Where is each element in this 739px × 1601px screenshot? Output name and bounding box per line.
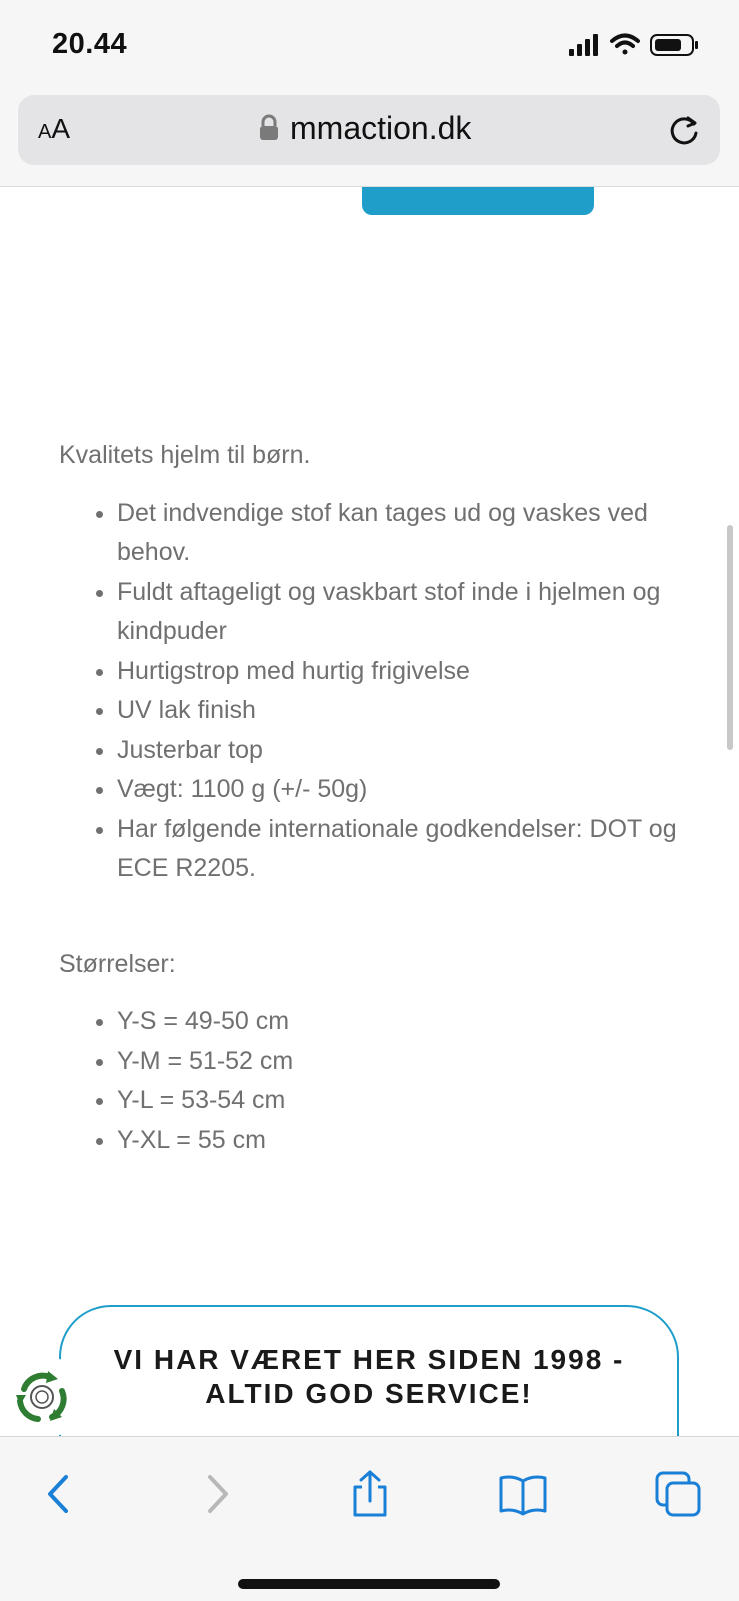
tabs-button[interactable] bbox=[653, 1469, 703, 1519]
chevron-left-icon bbox=[36, 1469, 86, 1519]
feature-item: • Fuldt aftageligt og vaskbart stof inde i hjelmen og kindpuder bbox=[117, 573, 679, 652]
size-item: • Y-XL = 55 cm bbox=[117, 1121, 679, 1161]
banner-line-2: ALTID GOD SERVICE! bbox=[205, 1378, 533, 1409]
wifi-icon bbox=[612, 36, 638, 55]
share-button[interactable] bbox=[345, 1469, 395, 1519]
browser-toolbar bbox=[0, 1436, 739, 1601]
service-banner bbox=[59, 1305, 679, 1455]
status-icons bbox=[569, 30, 709, 60]
bookmarks-button[interactable] bbox=[498, 1469, 548, 1519]
product-intro: Kvalitets hjelm til børn. bbox=[59, 441, 311, 469]
browser-top-bar bbox=[0, 0, 739, 187]
book-icon bbox=[498, 1469, 548, 1519]
sizes-title: Størrelser: bbox=[59, 949, 176, 978]
feature-item: • UV lak finish bbox=[117, 691, 679, 731]
chevron-right-icon bbox=[192, 1469, 242, 1519]
reload-icon[interactable] bbox=[666, 111, 702, 147]
size-item: • Y-L = 53-54 cm bbox=[117, 1081, 679, 1121]
size-item: • Y-S = 49-50 cm bbox=[117, 1002, 679, 1042]
scroll-indicator[interactable] bbox=[727, 525, 733, 750]
feature-item: • Det indvendige stof kan tages ud og vaskes ved behov. bbox=[117, 494, 679, 573]
status-time: 20.44 bbox=[52, 28, 128, 60]
recycle-icon bbox=[12, 1367, 72, 1427]
product-description bbox=[59, 436, 679, 1160]
recycle-widget[interactable] bbox=[0, 1355, 84, 1439]
url-text[interactable]: mmaction.dk bbox=[290, 110, 472, 146]
size-item: • Y-M = 51-52 cm bbox=[117, 1042, 679, 1082]
banner-text bbox=[61, 1343, 677, 1411]
lock-icon bbox=[258, 114, 280, 142]
share-icon bbox=[345, 1469, 395, 1519]
forward-button[interactable] bbox=[192, 1469, 242, 1519]
text-size-button[interactable] bbox=[38, 113, 70, 145]
feature-item: • Justerbar top bbox=[117, 731, 679, 771]
text-size-large-label: A bbox=[51, 113, 71, 144]
feature-item: • Vægt: 1100 g (+/- 50g) bbox=[117, 770, 679, 810]
battery-icon bbox=[651, 35, 698, 55]
home-indicator[interactable] bbox=[238, 1579, 500, 1589]
back-button[interactable] bbox=[36, 1469, 86, 1519]
feature-list bbox=[59, 494, 679, 889]
tabs-icon bbox=[653, 1469, 703, 1519]
address-bar[interactable] bbox=[18, 95, 720, 165]
feature-item: • Har følgende internationale godkendelser: DOT og ECE R2205. bbox=[117, 810, 679, 889]
cellular-signal-icon bbox=[569, 34, 598, 56]
feature-item: • Hurtigstrop med hurtig frigivelse bbox=[117, 652, 679, 692]
text-size-small-label: A bbox=[38, 121, 52, 143]
banner-line-1: VI HAR VÆRET HER SIDEN 1998 - bbox=[113, 1344, 625, 1375]
size-list bbox=[59, 1002, 679, 1160]
